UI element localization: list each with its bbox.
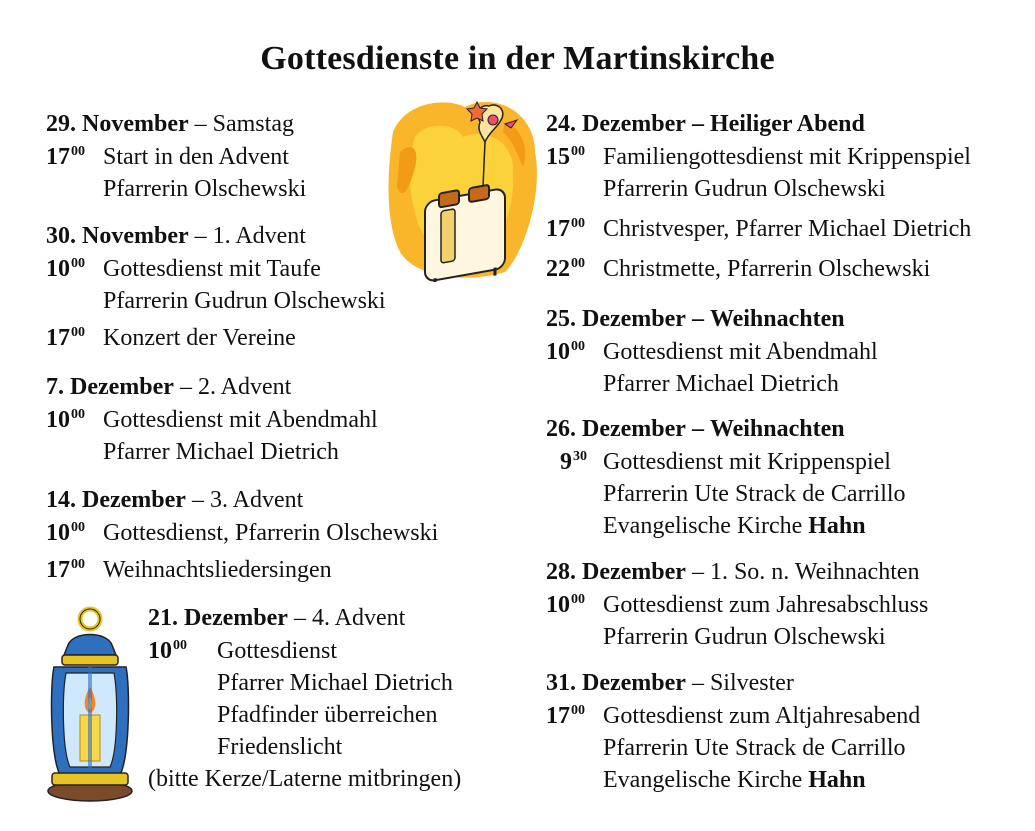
service-time: $10^{00}$ [46,407,85,433]
service-line: Pfarrerin Olschewski [103,176,307,202]
event-date: 21. Dezember [148,605,288,631]
service-line: $17^{00}$ Konzert der Vereine [46,322,386,354]
service-line: $10^{00}$ Gottesdienst mit Taufe [46,253,386,285]
service-line: Pfarrer Michael Dietrich [103,439,339,465]
event-heading: 31. Dezember – Silvester [546,670,794,696]
event-heading: 7. Dezember – 2. Advent [46,374,292,400]
service-line: $15^{00}$ Familiengottesdienst mit Krippenspiel [546,141,971,173]
service-time: $10^{00}$ [46,256,85,282]
service-line: Pfarrerin Ute Strack de Carrillo [603,735,906,761]
event-day: 1. So. n. Weihnachten [709,559,920,585]
service-time: $17^{00}$ [46,557,85,583]
event-heading: 25. Dezember – Weihnachten [546,306,845,332]
event-26-dezember [546,413,906,542]
event-heading: 26. Dezember – Weihnachten [546,416,845,442]
service-time: $15^{00}$ [546,144,585,170]
event-day: 4. Advent [311,605,406,631]
service-line: Pfarrerin Gudrun Olschewski [603,624,886,650]
service-line: $9^{30}$ Gottesdienst mit Krippenspiel [546,446,906,478]
event-7-dezember [46,371,378,468]
service-line: $17^{00}$ Christvesper, Pfarrer Michael Dietrich [546,213,971,245]
service-line: $10^{00}$ Gottesdienst zum Jahresabschluss [546,589,928,621]
event-day: Weihnachten [709,416,845,442]
event-date: 28. Dezember [546,559,686,585]
toaster-illustration-icon [385,92,545,282]
service-line: Pfarrer Michael Dietrich [603,371,839,397]
service-line: Pfarrer Michael Dietrich [217,670,453,696]
event-date: 26. Dezember [546,416,686,442]
service-time: $10^{00}$ [46,520,85,546]
service-time: $17^{00}$ [46,325,85,351]
event-date: 25. Dezember [546,306,686,332]
service-line: $22^{00}$ Christmette, Pfarrerin Olschewski [546,253,971,285]
page-title: Gottesdienste in der Martinskirche [260,40,775,77]
event-heading: 24. Dezember – Heiliger Abend [546,111,865,137]
event-24-dezember [546,108,971,285]
service-time: $10^{00}$ [546,339,585,365]
service-time: $10^{00}$ [148,638,187,664]
event-30-november [46,220,386,354]
service-line: Evangelische Kirche Hahn [603,513,866,539]
event-21-dezember [148,602,461,795]
event-day: Silvester [709,670,794,696]
event-day: 2. Advent [197,374,292,400]
service-time: $17^{00}$ [546,703,585,729]
event-heading: 30. November – 1. Advent [46,223,306,249]
event-day: 3. Advent [209,487,304,513]
event-date: 30. November [46,223,189,249]
service-line: Pfarrerin Gudrun Olschewski [103,288,386,314]
service-line: $10^{00}$ Gottesdienst mit Abendmahl [46,404,378,436]
event-date: 7. Dezember [46,374,174,400]
event-date: 29. November [46,111,189,137]
service-line: Friedenslicht [217,734,343,760]
lantern-candle-icon [38,605,142,805]
event-day: Weihnachten [709,306,845,332]
event-date: 14. Dezember [46,487,186,513]
event-heading: 29. November – Samstag [46,111,294,137]
service-time: $22^{00}$ [546,256,585,282]
event-heading: 21. Dezember – 4. Advent [148,605,406,631]
service-time: $17^{00}$ [546,216,585,242]
service-line: Pfarrerin Gudrun Olschewski [603,176,886,202]
service-line: $17^{00}$ Gottesdienst zum Altjahresabend [546,700,920,732]
service-line: $10^{00}$ Gottesdienst [148,635,461,667]
event-date: 24. Dezember [546,111,686,137]
event-25-dezember [546,303,878,400]
service-line: $10^{00}$ Gottesdienst mit Abendmahl [546,336,878,368]
service-line: $10^{00}$ Gottesdienst, Pfarrerin Olschewski [46,517,438,549]
service-time: $17^{00}$ [46,144,85,170]
event-date: 31. Dezember [546,670,686,696]
event-heading: 14. Dezember – 3. Advent [46,487,304,513]
event-day: 1. Advent [212,223,306,249]
event-31-dezember [546,667,920,796]
event-29-november [46,108,306,205]
event-note: (bitte Kerze/Laterne mitbringen) [148,766,462,792]
event-day: Heiliger Abend [709,111,865,137]
service-line: Pfarrerin Ute Strack de Carrillo [603,481,906,507]
event-28-dezember [546,556,928,653]
service-line: Pfadfinder überreichen [217,702,438,728]
service-time: $10^{00}$ [546,592,585,618]
event-14-dezember [46,484,438,586]
service-line: $17^{00}$ Weihnachtsliedersingen [46,554,438,586]
event-day: Samstag [212,111,294,137]
service-line: $17^{00}$ Start in den Advent [46,141,306,173]
event-heading: 28. Dezember – 1. So. n. Weihnachten [546,559,920,585]
service-time: $9^{30}$ [560,449,587,475]
service-line: Evangelische Kirche Hahn [603,767,866,793]
